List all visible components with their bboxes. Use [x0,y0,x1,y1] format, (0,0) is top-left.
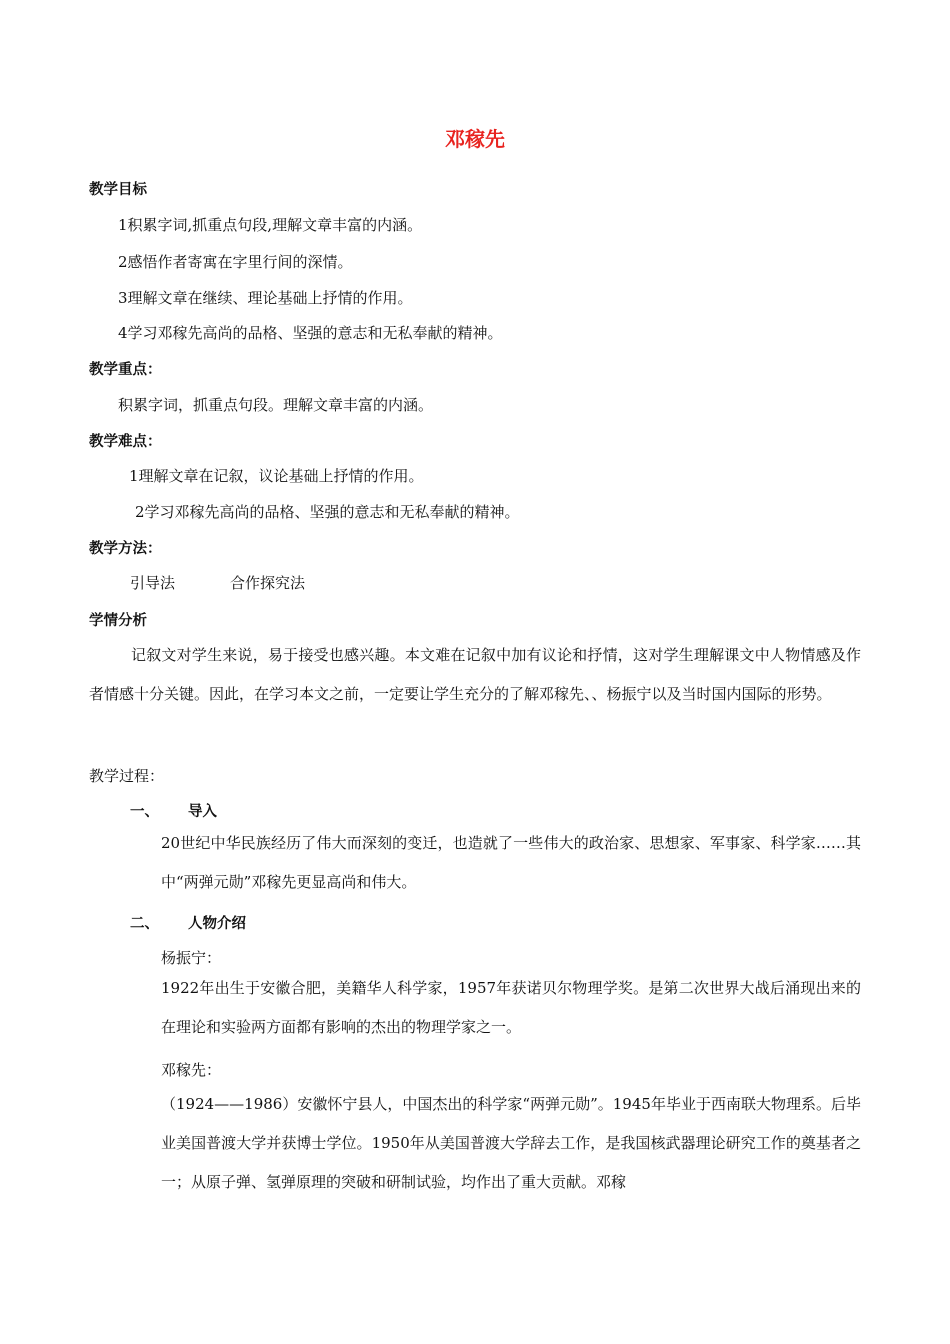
section-1-number: 一、 [130,804,159,820]
person-2-text: （1924——1986）安徽怀宁县人，中国杰出的科学家“两弹元勋”。1945年毕业于西南联大物理系。后毕业美国普渡大学并获博士学位。1950年从美国普渡大学辞去工作，是我国核武器理论研究工作的奠基者之一；从原子弹、氢弹原理的突破和研制试验，均作出了重大贡献。邓稼 [161,1095,861,1191]
person-1-name: 杨振宁： [161,949,222,967]
person-2-name: 邓稼先： [161,1061,222,1079]
goal-item-2: 2感悟作者寄寓在字里行间的深情。 [118,253,353,271]
person-1-text: 1922年出生于安徽合肥，美籍华人科学家，1957年获诺贝尔物理学奖。是第二次世界大战后涌现出来的在理论和实验两方面都有影响的杰出的物理学家之一。 [161,979,861,1036]
key-points-text: 积累字词，抓重点句段。理解文章丰富的内涵。 [118,396,434,414]
goal-item-1: 1积累字词,抓重点句段,理解文章丰富的内涵。 [118,216,423,234]
section-2-number: 二、 [130,916,159,932]
document-title: 邓稼先 [445,127,505,151]
difficulty-item-1: 1理解文章在记叙，议论基础上抒情的作用。 [129,467,424,485]
goal-item-4: 4学习邓稼先高尚的品格、坚强的意志和无私奉献的精神。 [118,324,503,342]
goal-item-3: 3理解文章在继续、理论基础上抒情的作用。 [118,289,413,307]
analysis-text: 记叙文对学生来说，易于接受也感兴趣。本文难在记叙中加有议论和抒情，这对学生理解课文中人物情感及作者情感十分关键。因此，在学习本文之前，一定要让学生充分的了解邓稼先、、杨振宁以及当时国内国际的形势。 [89,646,861,703]
section-1-title: 导入 [188,804,217,820]
goals-heading: 教学目标 [89,182,147,198]
key-points-heading: 教学重点： [89,362,162,378]
process-heading: 教学过程： [89,767,165,785]
section-1-text: 20世纪中华民族经历了伟大而深刻的变迁，也造就了一些伟大的政治家、思想家、军事家、科学家……其中“两弹元勋”邓稼先更显高尚和伟大。 [161,834,861,891]
difficulties-heading: 教学难点： [89,434,162,450]
method-item-2: 合作探究法 [230,574,306,592]
methods-heading: 教学方法： [89,541,162,557]
analysis-heading: 学情分析 [89,613,147,629]
difficulty-item-2: 2学习邓稼先高尚的品格、坚强的意志和无私奉献的精神。 [135,503,520,521]
method-item-1: 引导法 [130,574,176,592]
section-2-title: 人物介绍 [188,916,246,932]
